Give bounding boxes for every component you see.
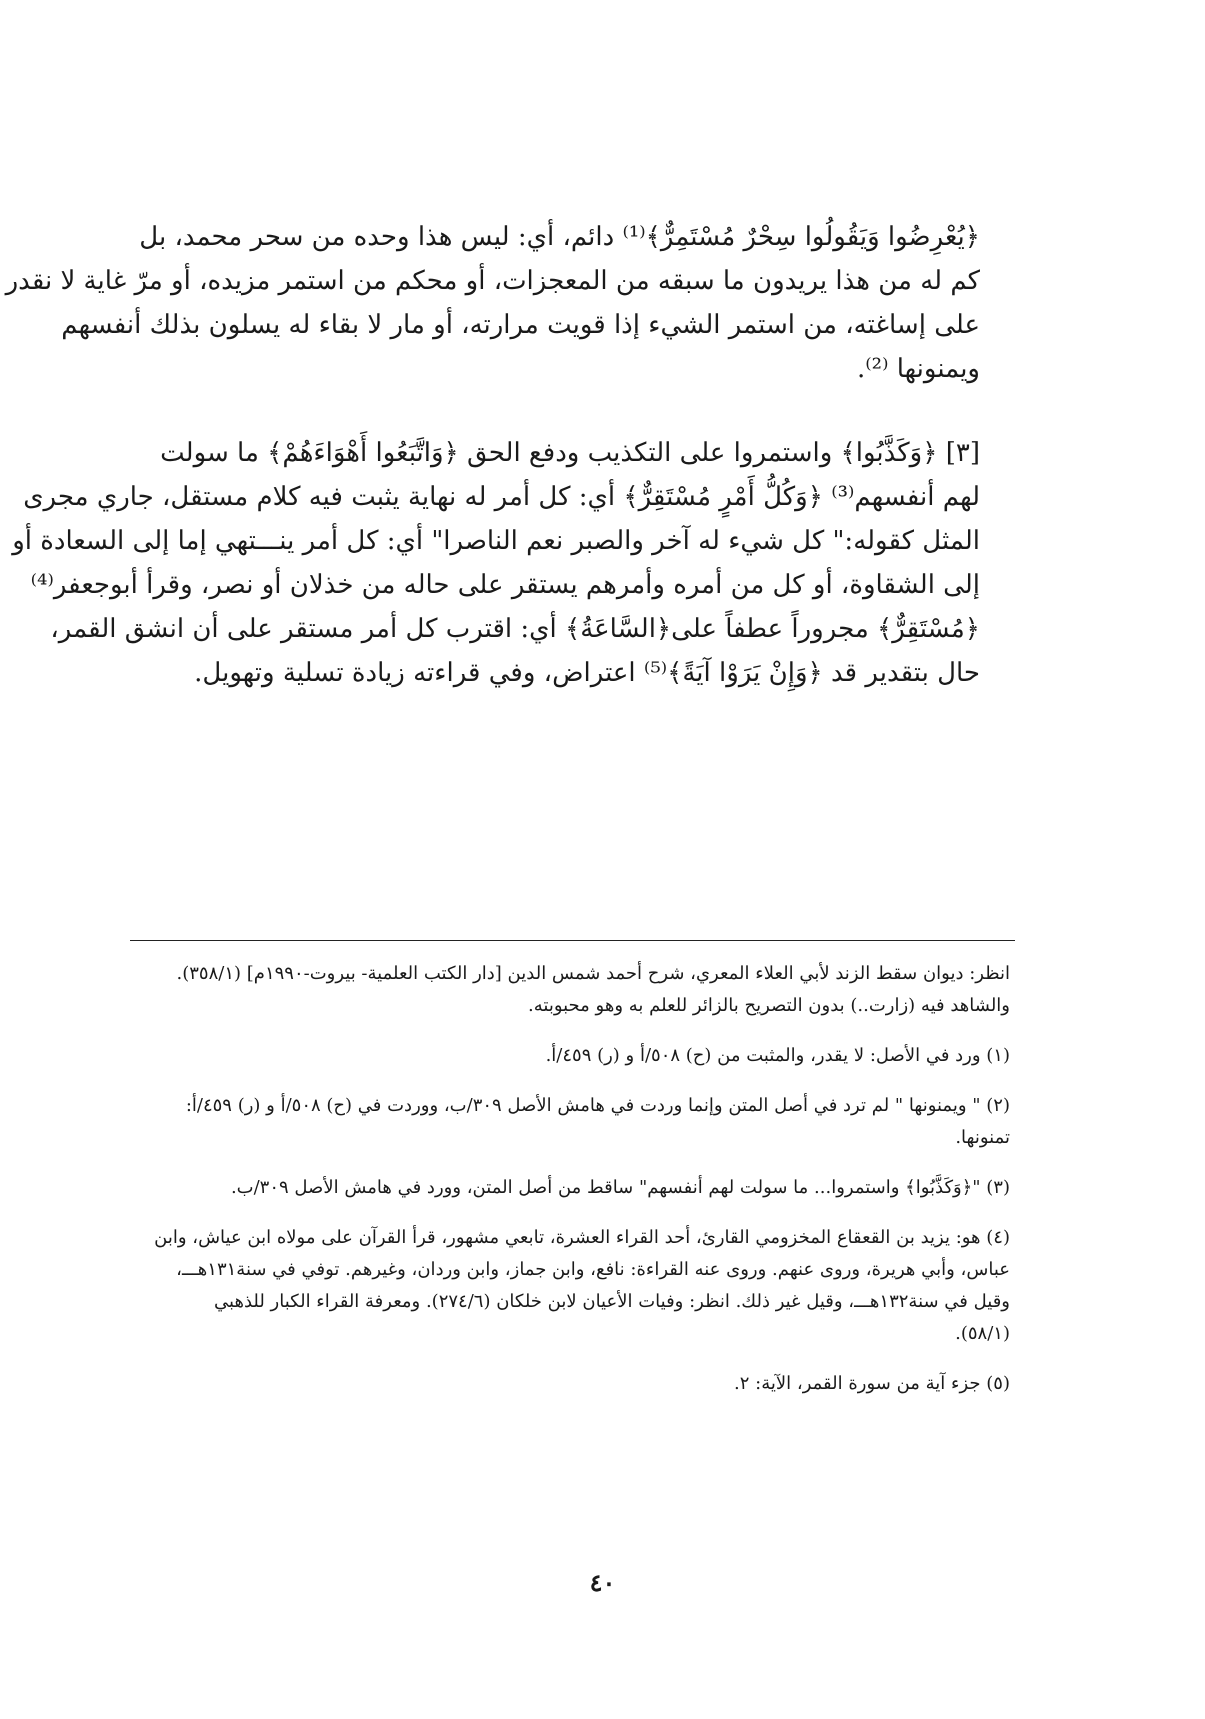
footnote-line: والشاهد فيه (زارت..) بدون التصريح بالزائر للعلم به وهو محبوبته. bbox=[528, 995, 1010, 1016]
page-number: ٤٠ bbox=[589, 1568, 616, 1597]
footnote-line: (٥٨/١). bbox=[955, 1323, 1010, 1344]
footnote-line: انظر: ديوان سقط الزند لأبي العلاء المعري، شرح أحمد شمس الدين [دار الكتب العلمية- بيروت-١٩٩٠م] (٣٥٨/١). bbox=[176, 963, 1010, 984]
paragraph bbox=[12, 431, 980, 695]
footnote-line: (٥) جزء آية من سورة القمر، الآية: ٢. bbox=[734, 1373, 1010, 1394]
footnote-line: (٣) "﴿وَكَذَّبُوا﴾ واستمروا... ما سولت لهم أنفسهم" ساقط من أصل المتن، وورد في هامش الأصل ٣٠٩/ب. bbox=[230, 1177, 1010, 1198]
text-line: لهم أنفسهم⁽³⁾ ﴿وَكُلُّ أَمْرٍ مُسْتَقِرٌّ﴾ أي: كل أمر له نهاية يثبت فيه كلام مستقل، جاري مجرى bbox=[23, 482, 980, 512]
footnote bbox=[140, 1222, 1010, 1350]
footnote bbox=[140, 958, 1010, 1022]
text-line: على إساغته، من استمر الشيء إذا قويت مرارته، أو مار لا بقاء له يسلون بذلك أنفسهم bbox=[61, 310, 980, 340]
footnote bbox=[140, 1172, 1010, 1204]
footnote bbox=[140, 1040, 1010, 1072]
text-line: ﴿يُعْرِضُوا وَيَقُولُوا سِحْرٌ مُسْتَمِرٌّ﴾⁽¹⁾ دائم، أي: ليس هذا وحده من سحر محمد، بل bbox=[139, 222, 980, 252]
text-line: إلى الشقاوة، أو كل من أمره وأمرهم يستقر على حاله من خذلان أو نصر، وقرأ أبوجعفر⁽⁴⁾ bbox=[30, 570, 980, 600]
text-line: ﴿مُسْتَقِرٌّ﴾ مجروراً عطفاً على﴿السَّاعَةُ﴾ أي: اقترب كل أمر مستقر على أن انشق القمر، bbox=[50, 614, 980, 644]
footnotes bbox=[140, 958, 1010, 1418]
footnote-line: (٢) " ويمنونها " لم ترد في أصل المتن وإنما وردت في هامش الأصل ٣٠٩/ب، ووردت في (ح) ٥٠٨/أ و (ر) ٤٥٩/أ: bbox=[185, 1095, 1010, 1116]
text-line: حال بتقدير قد ﴿وَإِنْ يَرَوْا آيَةً﴾⁽⁵⁾ اعتراض، وفي قراءته زيادة تسلية وتهويل. bbox=[194, 658, 980, 688]
text-line: [٣] ﴿وَكَذَّبُوا﴾ واستمروا على التكذيب ودفع الحق ﴿وَاتَّبَعُوا أَهْوَاءَهُمْ﴾ ما سولت bbox=[160, 438, 980, 468]
footnote-line: (٤) هو: يزيد بن القعقاع المخزومي القارئ، أحد القراء العشرة، تابعي مشهور، قرأ القرآن على مولاه ابن عياش، وابن bbox=[154, 1227, 1010, 1248]
paragraph bbox=[5, 215, 980, 391]
footnote bbox=[140, 1368, 1010, 1400]
text-line: المثل كقوله:" كل شيء له آخر والصبر نعم الناصرا" أي: كل أمر ينـــتهي إما إلى السعادة أو bbox=[12, 526, 980, 556]
text-line: كم له من هذا يريدون ما سبقه من المعجزات، أو محكم من استمر مزيده، أو مرّ غاية لا نقدر bbox=[5, 266, 980, 296]
footnote-line: (١) ورد في الأصل: لا يقدر، والمثبت من (ح) ٥٠٨/أ و (ر) ٤٥٩/أ. bbox=[545, 1045, 1010, 1066]
paragraph-gap bbox=[110, 391, 980, 431]
footnote-line: عباس، وأبي هريرة، وروى عنهم. وروى عنه القراءة: نافع، وابن جماز، وابن وردان، وغيرهم. توفي في سنة١٣١هـــ، bbox=[176, 1259, 1010, 1280]
text-line: ويمنونها ⁽²⁾. bbox=[857, 354, 980, 384]
footnote-line: وقيل في سنة١٣٢هـــ، وقيل غير ذلك. انظر: وفيات الأعيان لابن خلكان (٢٧٤/٦). ومعرفة القراء الكبار للذهبي bbox=[214, 1291, 1010, 1312]
main-text bbox=[5, 215, 980, 695]
footnote bbox=[140, 1090, 1010, 1154]
footnote-divider bbox=[130, 940, 1015, 941]
footnote-line: تمنونها. bbox=[955, 1127, 1010, 1148]
